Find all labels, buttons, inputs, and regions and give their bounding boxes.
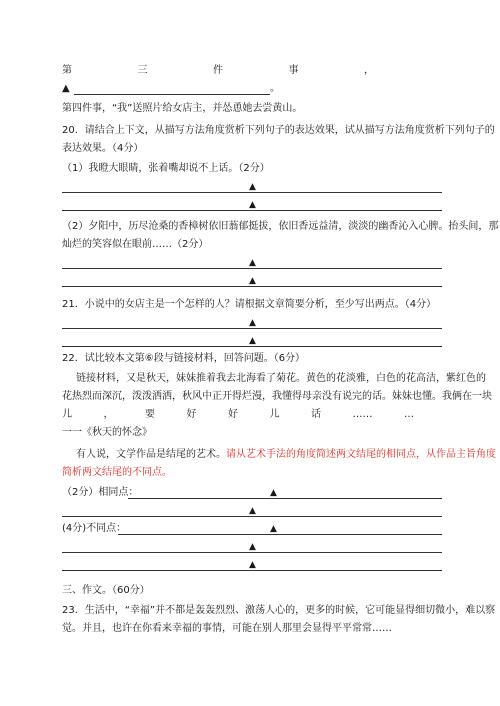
answer-line[interactable] xyxy=(62,180,442,193)
spread-char: 好 xyxy=(228,409,238,420)
same-point-label: （2分）相同点： xyxy=(62,487,139,498)
q20-text: 20．请结合上下文，从描写方法角度赏析下列句子的表达效果，试从描写方法角度赏析下列句子的 xyxy=(62,125,495,136)
answer-marker: ▲ xyxy=(249,336,256,346)
q20-2-cont: 灿烂的笑容似在眼前……（2分） xyxy=(62,239,209,250)
answer-marker: ▲ xyxy=(249,542,256,552)
q23-cont: 觉。并且，也许在你看来幸福的事情，可能在别人那里会显得平平常常…… xyxy=(62,623,392,634)
answer-marker: ▲ xyxy=(270,524,277,534)
spread-char: …… xyxy=(352,409,373,420)
answer-marker: ▲ xyxy=(249,506,256,516)
spread-char: 第 xyxy=(62,65,72,76)
q23: 23．生活中，“幸福”并不都是轰轰烈烈、激荡人心的，更多的时候，它可能显得细切微小，难以察 xyxy=(62,605,496,616)
answer-marker: ▲ xyxy=(270,488,277,498)
answer-marker: ▲ xyxy=(249,276,256,286)
answer-marker: ▲ xyxy=(249,200,256,210)
answer-marker: ▲ xyxy=(249,560,256,570)
answer-line[interactable] xyxy=(62,274,442,287)
q20-2: （2）夕阳中，历尽沧桑的香樟树依旧蓊郁挺拔，依旧香远益清，淡淡的幽香沁入心脾。抬头间，那 xyxy=(62,221,499,232)
fourth-event: 第四件事，“我”送照片给女店主，并怂恿她去尝黄山。 xyxy=(62,103,303,114)
answer-line[interactable] xyxy=(74,94,270,95)
prompt-instruction: 请从艺术手法的角度简述两文结尾的相同点，从作品主旨角度 xyxy=(226,449,496,460)
spread-char: 三 xyxy=(137,65,148,76)
source-citation: 一一《秋天的怀念》 xyxy=(62,427,152,438)
answer-line[interactable] xyxy=(62,334,442,347)
prompt-text: 有人说，文学作品是结尾的艺术。 xyxy=(76,449,226,460)
answer-marker: ▲ xyxy=(62,83,70,94)
diff-point-label: (4分)不同点： xyxy=(62,523,127,534)
spread-char: 儿 xyxy=(62,409,72,420)
q20-1: （1）我瞪大眼睛，张着嘴却说不上话。（2分） xyxy=(62,163,270,174)
answer-line[interactable] xyxy=(62,504,442,517)
spread-char: 要 xyxy=(145,409,155,420)
section-heading: 三、作文。（60分） xyxy=(62,585,150,596)
spread-char: 件 xyxy=(213,65,223,76)
answer-line[interactable] xyxy=(128,488,442,499)
answer-line[interactable] xyxy=(62,540,442,553)
answer-line[interactable] xyxy=(62,198,442,211)
link-material-spread xyxy=(62,408,414,422)
prompt-line xyxy=(76,448,496,462)
q22: 22．试比较本文第⑥段与链接材料，回答问题。（6分） xyxy=(62,353,306,364)
spread-char: ， xyxy=(364,65,374,76)
answer-line[interactable] xyxy=(62,558,442,571)
full-stop: 。 xyxy=(270,83,280,94)
link-material-cont: 花热烈而深沉，泼泼洒洒，秋风中正开得烂漫，我懂得母亲没有说完的话。妹妹也懂。我俩在一块 xyxy=(62,391,492,402)
q20-text-cont: 表达效果。（4分） xyxy=(62,143,144,154)
spread-heading xyxy=(62,64,374,78)
spread-char: ， xyxy=(103,409,114,420)
answer-marker: ▲ xyxy=(249,182,256,192)
prompt-instruction-cont: 简析两文结尾的不同点。 xyxy=(62,467,172,478)
spread-char: 话 xyxy=(311,409,321,420)
answer-marker: ▲ xyxy=(249,258,256,268)
spread-char: 好 xyxy=(186,409,197,420)
spread-char: 儿 xyxy=(269,409,280,420)
link-material: 链接材料，又是秋天，妹妹推着我去北海看了菊花。黄色的花淡雅，白色的花高洁，紫红色的 xyxy=(76,373,486,384)
answer-line[interactable] xyxy=(118,524,442,535)
spread-char: … xyxy=(404,409,414,420)
answer-line[interactable] xyxy=(62,256,442,269)
answer-line[interactable] xyxy=(62,316,442,329)
q21: 21．小说中的女店主是一个怎样的人？请根据文章简要分析，至少写出两点。（4分） xyxy=(62,299,437,310)
answer-marker: ▲ xyxy=(249,318,256,328)
spread-char: 事 xyxy=(288,65,299,76)
